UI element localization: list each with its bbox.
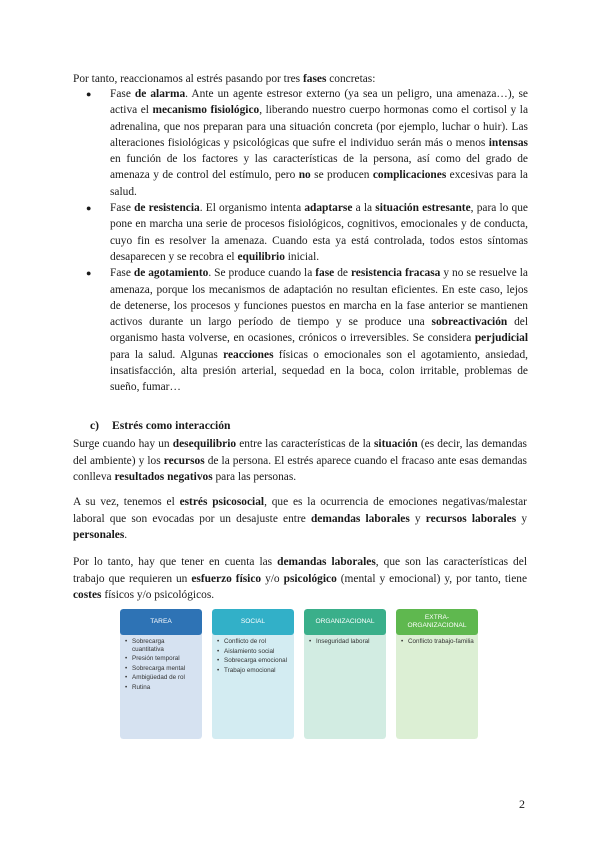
text-run: , para lo que pone en marcha una serie de procesos fisiológicos, cognitivos, emocionales y de conducta, cuyo fin es resolver la amenaza. Cuando esta ya está controlada, todos estos síntomas desaparecen y se recobra el [110, 202, 528, 263]
text-run: , que son las características del trabajo que requieren un [73, 556, 527, 585]
text-run: y no se resuelve la amenaza, porque los mecanismos de adaptación no resultan eficientes. En este caso, lejos de detenerse, los procesos y funciones puestos en marcha en la fase anterior se mantienen activos durante un largo período de tiempo y se produce una [110, 267, 528, 329]
bold-term: intensas [488, 136, 528, 149]
bold-term: perjudicial [474, 332, 528, 345]
text-run: (es decir, las demandas del ambiente) y los [73, 438, 527, 467]
demands-text [73, 556, 527, 601]
bold-term: situación estresante [375, 202, 471, 215]
card-list-item: • Aislamiento social [224, 648, 290, 656]
bold-term: psicológico [283, 572, 337, 585]
text-run: a la [352, 202, 376, 215]
text-run: . [124, 529, 128, 541]
card-organizacional [304, 609, 386, 739]
text-run: , liberando nuestro cuerpo hormonas como el cortisol y la adrenalina, que nos preparan para una situación concreta (por ejemplo, luchar o huir). Las alteraciones fisiológicas y psicológicas que sufre el individuo serán más o menos [110, 104, 529, 149]
page-number: 2 [519, 797, 525, 811]
interaction-text [73, 438, 527, 483]
card-list-item: • Ambigüedad de rol [132, 674, 198, 682]
bullet-icon: ● [86, 203, 92, 214]
card-extra-organizacional-body [396, 629, 478, 739]
text-run: , que es la ocurrencia de emociones negativas/malestar laboral que son evocadas por un desajuste entre [73, 496, 527, 525]
section-c-heading [90, 419, 230, 432]
bold-term: demandas laborales [310, 512, 410, 525]
card-list-item: • Sobrecarga cuantitativa [132, 638, 198, 653]
phase-resistance-item [73, 200, 528, 265]
card-tarea-body [120, 629, 202, 739]
bold-term: reacciones [223, 348, 274, 361]
phase-alarm-text [110, 88, 528, 198]
phases-list [73, 86, 528, 396]
phase-exhaustion-text [110, 267, 528, 393]
text-run: Fase [110, 267, 134, 280]
text-run: Surge cuando hay un [73, 438, 173, 450]
bold-term: personales [73, 529, 125, 541]
text-run: Fase [110, 202, 135, 215]
bold-term: de resistencia [134, 202, 200, 215]
card-list-item: • Presión temporal [132, 655, 198, 663]
card-list-item: • Conflicto de rol [224, 638, 290, 646]
bold-term: esfuerzo físico [191, 572, 262, 585]
bold-term: fase [315, 267, 335, 280]
card-list-item: • Sobrecarga emocional [224, 657, 290, 665]
text-run: . Se produce cuando la [208, 267, 316, 280]
text-run: Por lo tanto, hay que tener en cuenta las [73, 556, 278, 568]
psychosocial-text [73, 496, 527, 541]
text-run: Fase [110, 88, 135, 100]
text-run: para las personas. [212, 471, 297, 483]
bold-term: estrés psicosocial [179, 496, 265, 508]
card-list-item: • Rutina [132, 684, 198, 692]
text-run: se producen [310, 169, 373, 182]
text-run: . El organismo intenta [199, 202, 305, 215]
text-run: y [516, 512, 528, 525]
card-extra-organizacional-header: EXTRA-ORGANIZACIONAL [396, 609, 478, 635]
text-run: de la persona. El estrés aparece cuando el fracaso ante esas demandas conlleva [73, 454, 527, 483]
phase-alarm-item [73, 86, 528, 200]
card-list-item: • Trabajo emocional [224, 667, 290, 675]
text-run: (mental y emocional) y, por tanto, tiene [336, 572, 528, 585]
text-run: físicas o emocionales son el agotamiento, ansiedad, insatisfacción, alta presión arterial, sequedad en la boca, colon irritable, problemas de sueño, fumar… [110, 348, 528, 394]
text-run: inicial. [284, 250, 320, 263]
bold-term: equilibrio [237, 250, 285, 263]
card-organizacional-body [304, 629, 386, 739]
section-c-title: Estrés como interacción [112, 419, 231, 432]
bold-term: de agotamiento [133, 267, 209, 280]
text-run: del organismo hasta volverse, en ocasiones, crónicos o irreversibles. Se considera [110, 316, 528, 345]
psychosocial-paragraph [73, 494, 527, 544]
bold-term: complicaciones [372, 169, 447, 182]
phase-resistance-text [110, 202, 528, 263]
text-run: y [409, 512, 426, 525]
phase-exhaustion-item [73, 265, 528, 395]
bold-term: adaptarse [304, 202, 353, 215]
bold-term: de alarma [134, 88, 186, 100]
bold-term: resistencia fracasa [350, 267, 441, 280]
interaction-paragraph [73, 436, 527, 486]
labor-demands-diagram [120, 609, 478, 739]
text-run: . Ante un agente estresor externo (ya sea un peligro, una amenaza…), se activa el [110, 88, 528, 117]
text-run: excesivas para la salud. [110, 169, 528, 198]
card-list-item: • Sobrecarga mental [132, 665, 198, 673]
text-run: entre las características de la [236, 438, 374, 450]
card-social-list [216, 638, 290, 674]
card-tarea-header: TAREA [120, 609, 202, 635]
card-organizacional-header: ORGANIZACIONAL [304, 609, 386, 635]
bullet-icon: ● [86, 268, 92, 279]
text-run: y/o [261, 572, 284, 585]
text-run: físicos y/o psicológicos. [101, 589, 215, 601]
card-tarea [120, 609, 202, 739]
text-run: de [334, 267, 351, 280]
card-social-header: SOCIAL [212, 609, 294, 635]
bold-term: demandas laborales [277, 556, 376, 568]
card-social-body [212, 629, 294, 739]
bullet-icon: ● [86, 89, 92, 99]
bold-term: recursos [163, 454, 205, 467]
text-run: A su vez, tenemos el [73, 496, 180, 508]
card-organizacional-list [308, 638, 382, 646]
demands-paragraph [73, 554, 527, 604]
bold-term: resultados negativos [114, 471, 213, 483]
card-extra-organizacional [396, 609, 478, 739]
bold-term: no [298, 169, 311, 182]
text-run: para la salud. Algunas [110, 348, 224, 361]
bold-term: situación [374, 438, 418, 450]
text-run: en función de los factores y las características de la persona, así como del grado de amenaza y de control del estímulo, pero [110, 153, 528, 182]
card-social [212, 609, 294, 739]
intro-paragraph: Por tanto, reaccionamos al estrés pasando por tres fases concretas: [73, 73, 376, 85]
card-list-item: • Conflicto trabajo-familia [408, 638, 474, 646]
card-list-item: • Inseguridad laboral [316, 638, 382, 646]
bold-term: recursos laborales [425, 512, 517, 525]
card-extra-organizacional-list [400, 638, 474, 646]
bold-term: mecanismo fisiológico [152, 104, 260, 117]
card-tarea-list [124, 638, 198, 692]
bold-term: sobreactivación [431, 316, 508, 329]
bold-term: costes [73, 589, 102, 601]
bold-term: desequilibrio [172, 438, 237, 450]
section-c-label: c) [90, 419, 100, 432]
